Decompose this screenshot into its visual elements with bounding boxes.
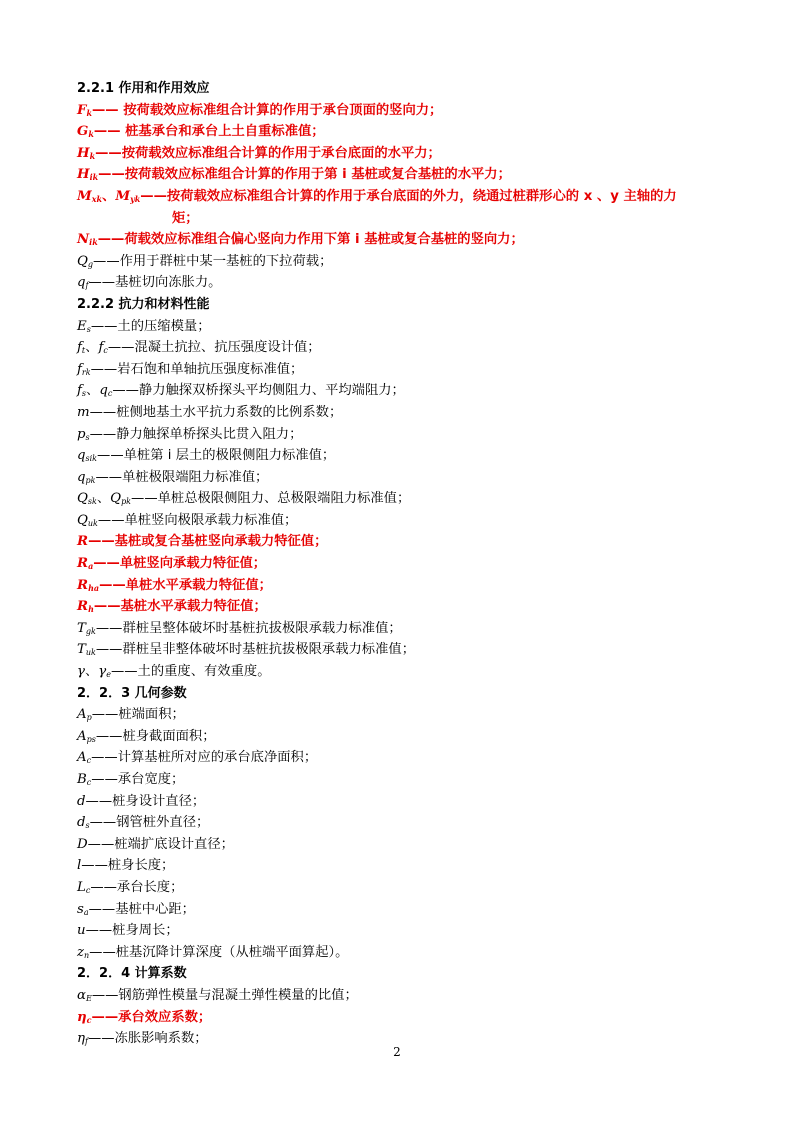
symbol: N: [77, 232, 90, 248]
dash-separator: ——: [91, 707, 119, 723]
symbol-subscript: k: [89, 150, 96, 161]
dash-separator: ——: [95, 728, 123, 744]
definition-text: 基桩水平承载力特征值；: [120, 599, 267, 615]
symbol: α: [77, 987, 86, 1003]
symbol-subscript: pk: [85, 475, 96, 485]
dash-separator: ——: [93, 599, 121, 615]
symbol-subscript: uk: [85, 648, 96, 658]
dash-separator: ——: [85, 923, 113, 939]
symbol-definition: [77, 596, 737, 618]
symbol-subscript: gk: [85, 626, 96, 636]
symbol: M: [115, 188, 131, 204]
symbol: H: [77, 145, 90, 161]
definition-text: 桩身周长；: [112, 923, 179, 939]
symbol-definition: [77, 272, 737, 294]
symbol: s: [77, 901, 84, 917]
symbol-subscript: a: [88, 561, 94, 572]
symbol: R: [77, 534, 89, 550]
symbol-definition: [77, 251, 737, 273]
section-heading: 2.2.2 抗力和材料性能: [77, 296, 210, 312]
symbol: G: [77, 124, 89, 140]
symbol-definition: [77, 747, 737, 769]
symbol-definition: [77, 510, 737, 532]
dash-separator: ——: [91, 772, 118, 787]
dash-separator: ——: [89, 815, 117, 831]
symbol: p: [77, 426, 86, 442]
definition-text: 桩身截面面积；: [122, 728, 216, 744]
symbol-definition: [77, 467, 737, 489]
dash-separator: ——: [91, 1009, 119, 1025]
definition-text: 土的重度、有效重度。: [137, 664, 271, 680]
dash-separator: ——: [110, 664, 138, 680]
symbol-definition: γ、$\gamma_e——$土的重度、有效重度。: [77, 664, 271, 680]
symbol-subscript: c: [85, 885, 91, 895]
symbol-definition: [77, 553, 737, 575]
definition-text: 单桩总极限侧阻力、总极限端阻力标准值；: [157, 491, 411, 507]
dash-separator: ——: [97, 232, 125, 248]
symbol-subscript: c: [86, 756, 92, 766]
dash-separator: ——: [88, 901, 116, 917]
symbol: m: [77, 404, 90, 420]
symbol: f: [77, 361, 82, 377]
symbol: Q: [77, 491, 88, 507]
definition-text: 土的压缩模量；: [117, 318, 211, 334]
symbol: f: [77, 383, 82, 399]
symbol: q: [77, 469, 86, 485]
symbol-definition: [77, 575, 737, 597]
section-heading: 2.2.1 作用和作用效应: [77, 81, 210, 96]
symbol-subscript: pk: [121, 497, 132, 507]
symbol-subscript: c: [103, 346, 108, 356]
symbol: l: [77, 858, 82, 874]
definition-text: 桩侧地基土水平抗力系数的比例系数；: [116, 404, 343, 420]
symbol: d: [77, 793, 86, 809]
symbol-subscript: f: [85, 281, 89, 291]
dash-separator: ——: [90, 361, 118, 377]
symbol-definition: [77, 143, 737, 165]
symbol-subscript: n: [84, 950, 90, 960]
symbol-definition: [77, 726, 737, 748]
symbol-subscript: ps: [86, 734, 96, 744]
symbol: M: [77, 188, 92, 204]
symbol-subscript: e: [106, 670, 111, 680]
symbol-definition: [77, 424, 737, 446]
symbol-definition: $f_s$、$q_c——$静力触探双桥探头平均侧阻力、平均端阻力；: [77, 383, 405, 399]
definition-text: 按荷载效应标准组合计算的作用于第 i 基桩或复合基桩的水平力；: [124, 167, 511, 183]
definition-text: 桩基沉降计算深度（从桩端平面算起）。: [115, 944, 349, 960]
definition-text: 桩端扩底设计直径；: [114, 836, 234, 852]
symbol: q: [77, 275, 86, 291]
symbol: η: [77, 1009, 87, 1025]
dash-separator: ——: [99, 577, 126, 593]
symbol: q: [99, 383, 108, 399]
symbol-definition: [77, 985, 737, 1007]
symbol-definition: [77, 316, 737, 338]
section-heading: 2．2．3 几何参数: [77, 685, 187, 701]
definition-text: 钢管桩外直径；: [116, 815, 210, 831]
dash-separator: ——: [88, 534, 115, 550]
symbol-definition: [77, 100, 737, 122]
symbol-subscript: sik: [85, 454, 98, 464]
symbol: B: [77, 772, 87, 787]
dash-separator: ——: [95, 642, 123, 658]
symbol-subscript: s: [81, 389, 87, 399]
symbol-list: [77, 78, 737, 1050]
symbol-definition: [77, 942, 737, 964]
definition-text: 桩身长度；: [107, 858, 175, 874]
dash-separator: ——: [90, 879, 117, 895]
definition-text: 单桩极限端阻力标准值；: [122, 469, 269, 485]
symbol-subscript: yk: [130, 193, 141, 204]
dash-separator: ——: [87, 836, 115, 852]
symbol-subscript: sk: [87, 497, 97, 507]
symbol: f: [77, 340, 82, 356]
definition-text: 桩身设计直径；: [112, 793, 206, 809]
definition-text: 桩基承台和承台上土自重标准值；: [125, 124, 325, 140]
symbol-definition: [77, 121, 737, 143]
symbol-definition: [77, 639, 737, 661]
symbol: γ: [98, 664, 107, 680]
definition-text: 群桩呈整体破坏时基桩抗拔极限承载力标准值；: [122, 620, 402, 636]
symbol-definition: $Q_{sk}$、$Q_{pk}——$单桩总极限侧阻力、总极限端阻力标准值；: [77, 491, 411, 507]
symbol-subscript: E: [85, 993, 92, 1003]
symbol: η: [77, 1031, 85, 1047]
definition-text: 静力触探双桥探头平均侧阻力、平均端阻力；: [138, 383, 405, 399]
symbol: z: [77, 944, 85, 960]
symbol-definition: [77, 164, 737, 186]
symbol: Q: [110, 491, 122, 507]
symbol-subscript: uk: [87, 518, 98, 528]
symbol: γ: [77, 664, 85, 680]
definition-text: 承台宽度；: [117, 772, 185, 787]
symbol: d: [77, 815, 86, 831]
dash-separator: ——: [131, 491, 158, 507]
symbol: f: [98, 340, 104, 356]
symbol-definition: [77, 812, 737, 834]
definition-text: 桩端面积；: [118, 707, 185, 723]
definition-text: 基桩或复合基桩竖向承载力特征值；: [114, 534, 328, 550]
symbol-subscript: h: [88, 604, 94, 615]
symbol-subscript: c: [86, 778, 92, 787]
symbol-subscript: k: [86, 107, 92, 118]
dash-separator: ——: [81, 858, 108, 874]
definition-text: 基桩中心距；: [115, 901, 195, 917]
dash-separator: ——: [85, 793, 113, 809]
symbol: T: [77, 642, 86, 658]
symbol-definition: [77, 877, 737, 899]
dash-separator: ——: [91, 987, 119, 1003]
symbol: R: [77, 599, 89, 615]
symbol-subscript: g: [87, 259, 94, 269]
definition-text: 岩石饱和单轴抗压强度标准值；: [117, 361, 304, 377]
symbol: A: [77, 750, 87, 766]
symbol-definition: [77, 359, 737, 381]
symbol: Q: [77, 512, 88, 528]
symbol-definition: [77, 618, 737, 640]
symbol-definition: [77, 855, 737, 877]
symbol: R: [77, 577, 89, 593]
definition-text: 承台长度；: [116, 879, 184, 895]
symbol-definition: [77, 769, 737, 791]
definition-text: 钢筋弹性模量与混凝土弹性模量的比值；: [118, 987, 358, 1003]
dash-separator: ——: [95, 145, 122, 161]
symbol-definition: $M_{xk}$、$M_{yk}——$按荷载效应标准组合计算的作用于承台底面的外力，绕通过桩群形心的 x 、y 主轴的力: [77, 188, 677, 204]
dash-separator: ——: [93, 124, 126, 140]
symbol: E: [77, 318, 87, 334]
definition-text: 基桩切向冻胀力。: [115, 275, 222, 291]
symbol-subscript: a: [83, 907, 89, 917]
symbol-definition: [77, 920, 737, 942]
symbol-subscript: s: [85, 821, 90, 831]
symbol-subscript: p: [86, 713, 92, 723]
dash-separator: ——: [89, 944, 116, 960]
symbol-definition: [77, 229, 737, 251]
definition-text: 单桩第 i 层土的极限侧阻力标准值；: [123, 448, 336, 464]
definition-text: 按荷载效应标准组合计算的作用于承台底面的水平力；: [121, 145, 441, 161]
symbol: Q: [77, 253, 88, 269]
symbol: R: [77, 556, 89, 572]
definition-text: 静力触探单桥探头比贯入阻力；: [116, 426, 303, 442]
symbol-definition: $f_t$、$f_c——$混凝土抗拉、抗压强度设计值；: [77, 340, 321, 356]
dash-separator: ——: [90, 318, 118, 334]
dash-separator: ——: [107, 340, 135, 356]
definition-text: 混凝土抗拉、抗压强度设计值；: [134, 340, 321, 356]
definition-text: 承台效应系数；: [118, 1009, 212, 1025]
symbol-definition: [77, 402, 737, 424]
dash-separator: ——: [140, 188, 167, 204]
definition-continuation: 矩；: [172, 210, 199, 226]
dash-separator: ——: [97, 448, 124, 464]
symbol: A: [77, 707, 87, 723]
definition-text: 作用于群桩中某一基桩的下拉荷载；: [119, 253, 333, 269]
definition-text: 冻胀影响系数；: [114, 1031, 208, 1047]
page-number: 2: [393, 1045, 401, 1059]
symbol: q: [77, 448, 86, 464]
symbol: H: [77, 167, 90, 183]
definition-text: 按荷载效应标准组合计算的作用于承台底面的外力，绕通过桩群形心的 x 、y 主轴的力: [166, 188, 677, 204]
symbol-subscript: t: [81, 346, 86, 356]
dash-separator: ——: [93, 556, 120, 572]
symbol-subscript: ha: [88, 582, 100, 593]
definition-text: 计算基桩所对应的承台底净面积；: [117, 750, 318, 766]
symbol-subscript: s: [85, 432, 90, 442]
symbol-definition: [77, 899, 737, 921]
dash-separator: ——: [89, 426, 117, 442]
symbol-definition: [77, 704, 737, 726]
symbol-subscript: xk: [91, 193, 103, 204]
definition-text: 群桩呈非整体破坏时基桩抗拔极限承载力标准值；: [122, 642, 415, 658]
symbol: T: [77, 620, 86, 636]
symbol-subscript: k: [88, 129, 94, 140]
symbol: u: [77, 923, 86, 939]
symbol-definition: [77, 531, 737, 553]
symbol-definition: [77, 791, 737, 813]
dash-separator: ——: [87, 1031, 115, 1047]
definition-text: 单桩水平承载力特征值；: [125, 577, 272, 593]
symbol-subscript: ik: [89, 172, 99, 183]
symbol-definition: [77, 834, 737, 856]
dash-separator: ——: [97, 512, 125, 528]
definition-text: 单桩竖向承载力特征值；: [119, 556, 267, 572]
dash-separator: ——: [98, 167, 125, 183]
symbol-definition: [77, 1007, 737, 1029]
symbol-definition: [77, 445, 737, 467]
symbol: A: [77, 728, 87, 744]
symbol-subscript: rk: [81, 367, 91, 377]
dash-separator: ——: [92, 102, 124, 118]
symbol-subscript: c: [86, 1014, 92, 1025]
symbol: D: [77, 836, 88, 852]
section-heading: 2．2．4 计算系数: [77, 966, 187, 982]
dash-separator: ——: [95, 469, 123, 485]
definition-text: 单桩竖向极限承载力标准值；: [124, 512, 298, 528]
dash-separator: ——: [89, 404, 117, 420]
dash-separator: ——: [91, 750, 118, 766]
symbol-subscript: c: [107, 389, 113, 399]
dash-separator: ——: [112, 383, 139, 399]
symbol: L: [77, 879, 86, 895]
dash-separator: ——: [93, 253, 120, 269]
dash-separator: ——: [88, 275, 116, 291]
symbol: F: [77, 102, 87, 118]
dash-separator: ——: [95, 620, 123, 636]
symbol-subscript: ik: [89, 237, 98, 248]
definition-text: 按荷载效应标准组合计算的作用于承台顶面的竖向力；: [123, 102, 443, 118]
definition-text: 荷载效应标准组合偏心竖向力作用下第 i 基桩或复合基桩的竖向力；: [124, 232, 524, 248]
symbol-subscript: s: [86, 324, 91, 334]
symbol-subscript: f: [84, 1037, 88, 1047]
